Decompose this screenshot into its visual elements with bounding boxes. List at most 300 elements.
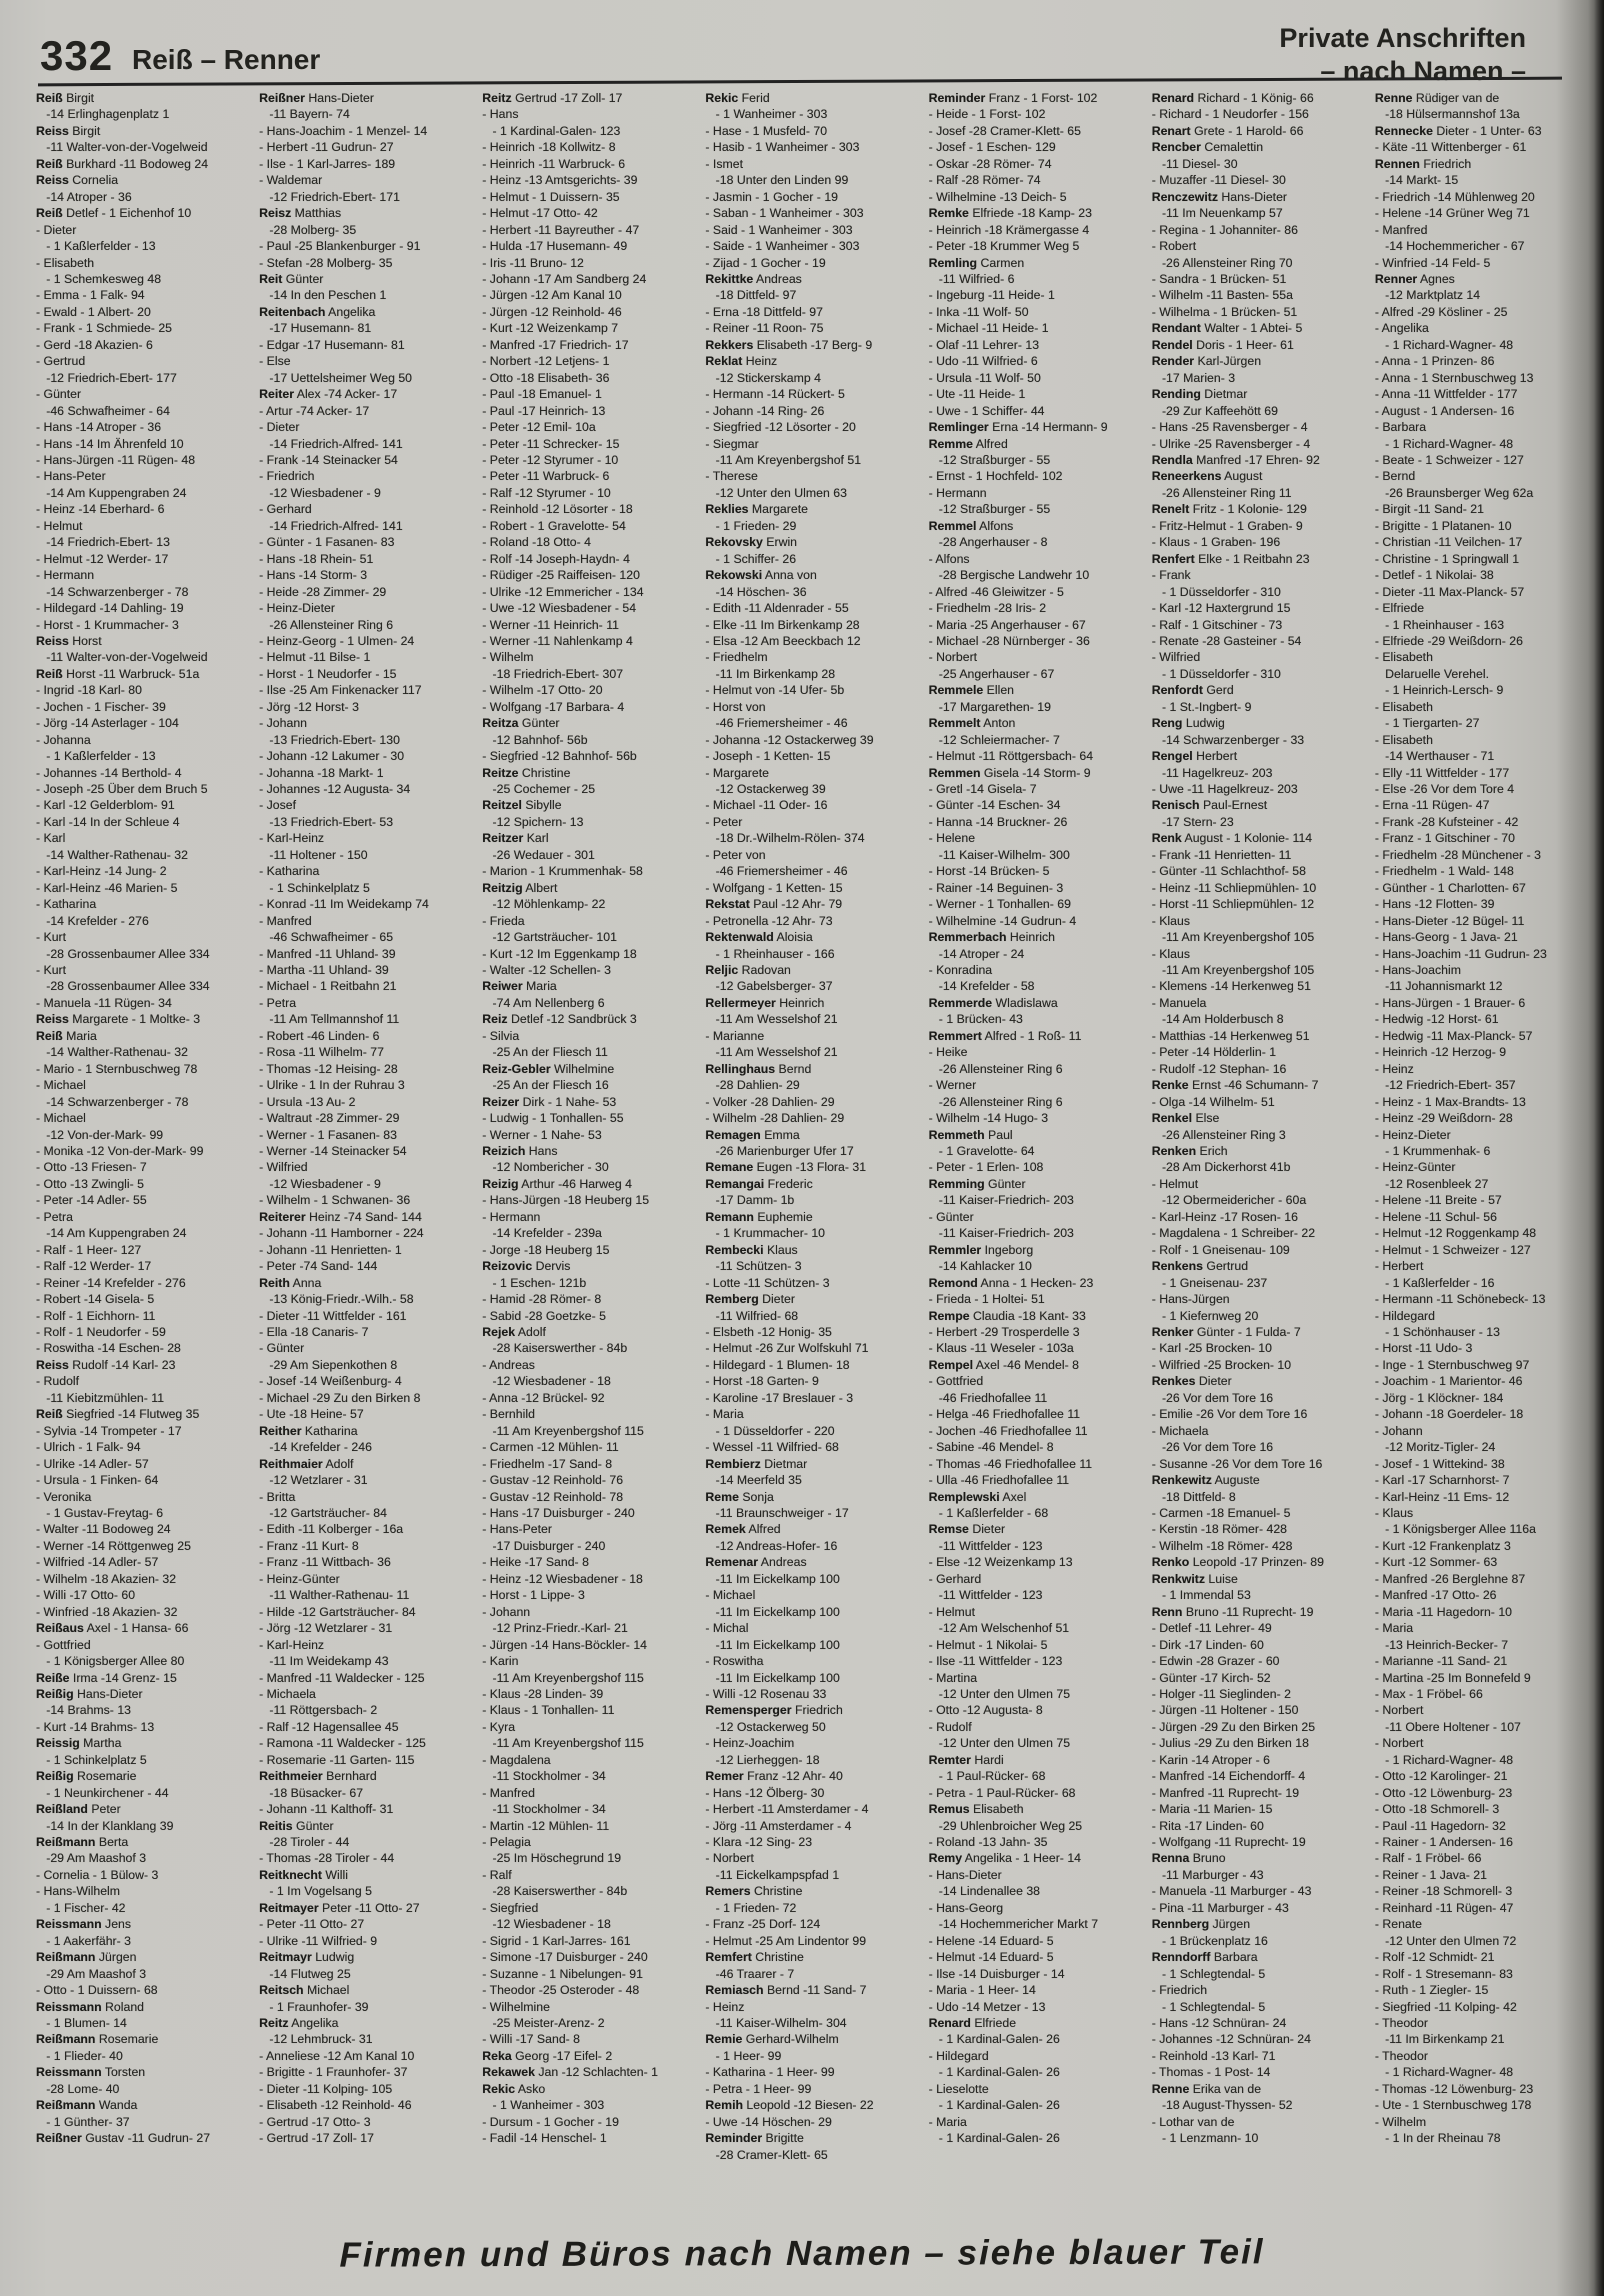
directory-line: -17 Damm- 1b (705, 1193, 795, 1208)
directory-line: Reka Georg -17 Eifel- 2 (482, 2048, 613, 2063)
directory-line: Remlinger Erna -14 Hermann- 9 (928, 420, 1108, 435)
directory-line: - 1 Königsberger Allee 80 (36, 1654, 185, 1669)
directory-line: - Siegfried (482, 1900, 539, 1915)
directory-line: - Kurt -12 Weizenkamp 7 (482, 321, 619, 336)
directory-line: Renko Leopold -17 Prinzen- 89 (1151, 1555, 1324, 1570)
directory-line: Rekic Asko (482, 2081, 546, 2096)
directory-line: - Herbert -11 Gudrun- 27 (259, 140, 394, 155)
directory-line: - Helmut -12 Werder- 17 (36, 551, 169, 566)
directory-line: - Günter -17 Kirch- 52 (1151, 1670, 1271, 1685)
directory-line: Remagen Emma (705, 1127, 800, 1142)
directory-line: Remmele Ellen (928, 683, 1015, 698)
directory-line: -11 Braunschweiger - 17 (705, 1505, 849, 1520)
directory-line: -12 Unter den Ulmen 72 (1374, 1933, 1517, 1948)
directory-line: - Jürgen -12 Am Kanal 10 (482, 288, 622, 303)
directory-line: - Sabine -46 Mendel- 8 (928, 1440, 1054, 1455)
directory-line: -11 Im Neuenkamp 57 (1151, 206, 1283, 221)
directory-line: - Dieter (259, 420, 300, 435)
directory-line: -11 Holtener - 150 (259, 847, 368, 862)
directory-line: - Jörg -11 Amsterdamer - 4 (705, 1818, 852, 1833)
directory-column (259, 90, 472, 2232)
directory-line: - Ralf -12 Hagensallee 45 (259, 1719, 399, 1734)
directory-line: - Dieter (36, 222, 77, 237)
directory-line: - Hermann (482, 1209, 541, 1224)
directory-line: -11 Im Weidekamp 43 (259, 1654, 389, 1669)
directory-line: - Petronella -12 Ahr- 73 (705, 913, 833, 928)
directory-line: - Said - 1 Wanheimer - 303 (705, 222, 853, 237)
directory-line: - Kurt (36, 930, 67, 945)
directory-line: -12 Friedrich-Ebert- 357 (1374, 1078, 1516, 1093)
directory-line: - Helene (928, 831, 976, 846)
directory-line: Reißner Hans-Dieter (259, 91, 374, 105)
directory-line: -14 Atroper - 36 (36, 189, 132, 204)
directory-line: Reitknecht Willi (259, 1867, 348, 1882)
directory-line: - Hans-Dieter -12 Bügel- 11 (1374, 913, 1525, 928)
directory-line: - Hans-Jürgen - 1 Brauer- 6 (1374, 995, 1526, 1010)
directory-line: Remberg Dieter (705, 1292, 795, 1307)
directory-line: - Maria -11 Marien- 15 (1151, 1802, 1273, 1817)
directory-line: - Detlef -11 Lehrer- 49 (1151, 1621, 1272, 1636)
directory-line: Rencber Cemalettin (1151, 140, 1264, 155)
directory-line: - Hilde -12 Gartsträucher- 84 (259, 1604, 416, 1619)
directory-line: - Frank -14 Steinacker 54 (259, 452, 398, 467)
directory-line: - Werner - 1 Fasanen- 83 (259, 1127, 397, 1142)
directory-line: - Ilse -25 Am Finkenacker 117 (259, 683, 422, 698)
directory-line: Remmert Alfred - 1 Roß- 11 (928, 1028, 1082, 1043)
directory-line: -14 Krefelder - 58 (928, 979, 1035, 994)
directory-line: -13 Friedrich-Ebert- 53 (259, 814, 394, 829)
directory-line: - Uwe -11 Hagelkreuz- 203 (1151, 782, 1298, 797)
directory-line: Reißig Hans-Dieter (36, 1686, 143, 1701)
directory-line: - Dieter -11 Max-Planck- 57 (1374, 584, 1525, 599)
directory-line: - Sandra - 1 Brücken- 51 (1151, 271, 1287, 286)
directory-line: - Zijad - 1 Gocher - 19 (705, 255, 826, 270)
directory-line: - 1 Kardinal-Galen- 123 (482, 123, 621, 138)
directory-line: -17 Husemann- 81 (259, 321, 372, 336)
directory-line: Reissmann Torsten (36, 2065, 146, 2080)
directory-line: - 1 Schlegtendal- 5 (1151, 1966, 1266, 1981)
directory-line: - Heinrich -18 Kollwitz- 8 (482, 140, 616, 155)
directory-line: - Herbert -29 Trosperdelle 3 (928, 1324, 1080, 1339)
directory-line: - Jörg - 1 Klöckner- 184 (1374, 1390, 1504, 1405)
directory-line: Reiß Siegfried -14 Flutweg 35 (36, 1407, 200, 1422)
directory-line: - Manfred -17 Friedrich- 17 (482, 337, 629, 352)
directory-line: - 1 Kaßlerfelder - 13 (36, 239, 156, 254)
directory-line: - Saban - 1 Wanheimer - 303 (705, 206, 864, 221)
directory-line: - Franz -11 Wittbach- 36 (259, 1555, 391, 1570)
directory-line: Renne Erika van de (1151, 2081, 1262, 2096)
directory-column (1375, 90, 1588, 2232)
directory-line: - Thomas -12 Löwenburg- 23 (1374, 2081, 1534, 2096)
directory-line: - Hans -12 Ölberg- 30 (705, 1785, 825, 1800)
directory-line: - Michael -11 Oder- 16 (705, 798, 828, 813)
directory-line: - Michal (705, 1621, 749, 1636)
directory-line: - Peter - 1 Erlen- 108 (928, 1160, 1044, 1175)
directory-line: Reitenbach Angelika (259, 304, 376, 319)
directory-line: -11 Im Birkenkamp 28 (705, 666, 836, 681)
directory-line: - Horst - 1 Neudorfer - 15 (259, 666, 397, 681)
directory-line: -46 Schwafheimer - 64 (36, 403, 170, 418)
directory-line: - Matthias -14 Herkenweg 51 (1151, 1028, 1310, 1043)
directory-line: - Robert - 1 Gravelotte- 54 (482, 518, 626, 533)
directory-line: - Lothar van de (1151, 2114, 1235, 2129)
directory-line: - 1 Krummacher- 10 (705, 1226, 826, 1241)
directory-line: -12 Nombericher - 30 (482, 1160, 609, 1175)
directory-line: - Johann -11 Henrietten- 1 (259, 1242, 402, 1257)
directory-line: - 1 Düsseldorfer - 220 (705, 1423, 835, 1438)
directory-line: Rekstat Paul -12 Ahr- 79 (705, 897, 843, 912)
directory-line: - Maria (1374, 1621, 1414, 1636)
directory-line: - Rudolf (36, 1374, 80, 1389)
directory-line: - Detlef - 1 Nikolai- 38 (1374, 568, 1494, 583)
directory-line: - Rudolf (928, 1719, 972, 1734)
directory-line: - Christine - 1 Springwall 1 (1374, 551, 1520, 566)
directory-line: - Elke -11 Im Birkenkamp 28 (705, 617, 860, 632)
directory-line: Renken Erich (1151, 1144, 1228, 1158)
directory-line: - Otto - 1 Duissern- 68 (36, 1983, 158, 1998)
directory-line: -11 Johannismarkt 12 (1374, 979, 1503, 994)
directory-line: - Helmut -11 Bilse- 1 (259, 650, 371, 665)
directory-line: - Heinrich -18 Krämergasse 4 (928, 222, 1090, 237)
directory-line: -46 Schwafheimer - 65 (259, 930, 394, 945)
directory-line: -11 Walther-Rathenau- 11 (259, 1588, 410, 1603)
directory-line: - Hermann (36, 568, 95, 583)
directory-line: Rembecki Klaus (705, 1242, 798, 1257)
directory-line: - 1 Kaßlerfelder - 13 (36, 749, 156, 764)
directory-line: - Helene -14 Eduard- 5 (928, 1933, 1054, 1948)
directory-line: -28 Am Dickerhorst 41b (1151, 1160, 1291, 1175)
directory-line: - Konrad -11 Im Weidekamp 74 (259, 897, 429, 912)
directory-line: - Peter -12 Styrumer - 10 (482, 452, 619, 467)
directory-line: -12 Friedrich-Ebert- 177 (36, 370, 177, 385)
directory-line: - Elfriede -29 Weißdorn- 26 (1374, 633, 1523, 648)
directory-line: - Ute -18 Heine- 57 (259, 1407, 364, 1422)
directory-line: -12 Wiesbadener - 9 (259, 1176, 381, 1191)
directory-line: -12 Bahnhof- 56b (482, 732, 588, 747)
directory-line: - Andreas (482, 1357, 535, 1372)
directory-line: - Katharina (36, 897, 97, 912)
directory-line: - Josef -28 Cramer-Klett- 65 (928, 123, 1081, 138)
directory-line: - Ernst - 1 Hochfeld- 102 (928, 469, 1063, 484)
directory-line: - Elly -11 Wittfelder - 177 (1374, 765, 1510, 780)
directory-line: - 1 Fischer- 42 (36, 1900, 126, 1915)
directory-line: - Ralf -12 Styrumer - 10 (482, 485, 611, 500)
directory-line: - Sylvia -14 Trompeter - 17 (36, 1423, 182, 1438)
directory-line: - 1 Tiergarten- 27 (1374, 716, 1480, 731)
directory-line: -46 Friemersheimer - 46 (705, 864, 848, 879)
directory-line: -12 Gartsträucher- 101 (482, 930, 617, 945)
directory-line: Reiß Horst -11 Warbruck- 51a (36, 666, 200, 681)
directory-line: -46 Friedhofallee 11 (928, 1390, 1048, 1405)
directory-line: - Waltraut -28 Zimmer- 29 (259, 1111, 400, 1126)
directory-line: - 1 Kardinal-Galen- 26 (928, 2032, 1060, 2047)
directory-line: Rekowski Anna von (705, 568, 817, 583)
directory-line: - Ramona -11 Waldecker - 125 (259, 1736, 426, 1751)
directory-line: -26 Allensteiner Ring 6 (928, 1061, 1063, 1076)
directory-line: - Heike -17 Sand- 8 (482, 1555, 589, 1570)
directory-line: -13 Friedrich-Ebert- 130 (259, 732, 400, 747)
directory-line: - Franz -11 Kurt- 8 (259, 1538, 359, 1553)
directory-line: - 1 Frieden- 29 (705, 518, 797, 533)
directory-line: -14 Brahms- 13 (36, 1703, 131, 1718)
directory-line: - Werner -14 Steinacker 54 (259, 1144, 407, 1158)
directory-line: - Horst -14 Brücken- 5 (928, 864, 1050, 879)
directory-line: Renne Rüdiger van de (1374, 91, 1500, 105)
directory-line: -11 Am Kreyenbergshof 51 (705, 452, 862, 467)
directory-line: -14 Schwarzenberger - 78 (36, 1094, 189, 1109)
directory-line: - Hans-Jürgen -11 Rügen- 48 (36, 452, 196, 467)
directory-line: - Marion - 1 Krummenhak- 58 (482, 864, 643, 879)
directory-line: -11 Am Kreyenbergshof 115 (482, 1423, 644, 1438)
directory-line: - Werner -11 Nahlenkamp 4 (482, 633, 633, 648)
directory-line: -26 Allensteiner Ring 70 (1151, 255, 1293, 270)
directory-line: -25 An der Fliesch 11 (482, 1045, 608, 1060)
directory-line: - Gertrud (36, 354, 86, 369)
directory-line: - Rosa -11 Wilhelm- 77 (259, 1045, 384, 1060)
directory-line: - Hildegard (928, 2048, 989, 2063)
directory-line: - Iris -11 Bruno- 12 (482, 255, 584, 270)
directory-line: - Josef (259, 798, 297, 813)
directory-line: - Johann -18 Goerdeler- 18 (1374, 1407, 1524, 1422)
directory-line: - 1 Kaßlerfelder - 16 (1374, 1275, 1495, 1290)
directory-line: -25 Meister-Arenz- 2 (482, 2016, 605, 2031)
directory-line: - Johann -12 Lakumer - 30 (259, 749, 405, 764)
directory-line: - 1 Brückenplatz 16 (1151, 1933, 1268, 1948)
directory-line: -11 Im Eickelkamp 100 (705, 1571, 840, 1586)
directory-line: - Werner - 1 Nahe- 53 (482, 1127, 602, 1142)
directory-line: - Inka -11 Wolf- 50 (928, 304, 1029, 319)
directory-line: - Wilhelmine -14 Gudrun- 4 (928, 913, 1077, 928)
directory-line: - Ute -11 Heide- 1 (928, 387, 1026, 402)
directory-line: - Manfred -26 Berglehne 87 (1374, 1571, 1526, 1586)
directory-line: -14 Walther-Rathenau- 32 (36, 1045, 188, 1060)
directory-line: - Wilfried -14 Adler- 57 (36, 1555, 159, 1570)
directory-line: - Elisabeth (36, 255, 95, 270)
directory-line: Remmen Gisela -14 Storm- 9 (928, 765, 1091, 780)
directory-line: Rellinghaus Bernd (705, 1061, 812, 1076)
directory-line: -29 Am Maashof 3 (36, 1851, 147, 1866)
directory-line: - 1 Schemkesweg 48 (36, 271, 162, 286)
directory-line: - Hans-Peter (36, 469, 106, 484)
directory-line: - Gerhard (259, 502, 312, 517)
directory-line: -11 Am Kreyenbergshof 115 (482, 1670, 644, 1685)
directory-line: Renkewitz Auguste (1151, 1473, 1260, 1488)
directory-line: - Winfried -14 Feld- 5 (1374, 255, 1491, 270)
directory-line: - 1 Schinkelplatz 5 (36, 1752, 147, 1767)
directory-line: - Josef - 1 Wittekind- 38 (1374, 1456, 1505, 1471)
directory-line: - Udo -11 Wilfried- 6 (928, 354, 1038, 369)
directory-line: - Ursula -11 Wolf- 50 (928, 370, 1041, 385)
directory-line: - Heinz -11 Schliepmühlen- 10 (1151, 880, 1317, 895)
directory-line: - Paul -11 Hagedorn- 32 (1374, 1818, 1506, 1833)
directory-line: -14 Hochemmericher Markt 7 (928, 1917, 1099, 1932)
directory-line: -17 Duisburger - 240 (482, 1538, 606, 1553)
directory-line: Reithmeier Bernhard (259, 1769, 377, 1784)
directory-line: -12 Straßburger - 55 (928, 502, 1051, 517)
directory-line: - Friedrich (1151, 1983, 1208, 1998)
directory-line: - Helmut (1151, 1176, 1199, 1191)
directory-line: - Roland -18 Otto- 4 (482, 535, 591, 550)
directory-line: - Jürgen -29 Zu den Birken 25 (1151, 1719, 1316, 1734)
directory-line: - Helmut (928, 1604, 976, 1619)
directory-line: Reithmaier Adolf (259, 1456, 354, 1471)
directory-line: Reiß Maria (36, 1028, 97, 1043)
directory-line: - Uwe -14 Höschen- 29 (705, 2114, 832, 2129)
directory-line: Reitze Christine (482, 765, 571, 780)
directory-line: - Jorge -18 Heuberg 15 (482, 1242, 610, 1257)
directory-line: - Karl -14 In der Schleue 4 (36, 814, 180, 829)
directory-line: -18 Hülsermannshof 13a (1374, 107, 1520, 122)
directory-line: -11 Kaiser-Wilhelm- 304 (705, 2016, 847, 2031)
directory-line: - Ludwig - 1 Tonhallen- 55 (482, 1111, 624, 1126)
directory-line: - Karin -14 Atroper - 6 (1151, 1752, 1270, 1767)
directory-line: - 1 Im Vogelsang 5 (259, 1884, 372, 1899)
directory-line: - Ulrike - 1 In der Ruhrau 3 (259, 1078, 405, 1093)
directory-line: - Horst - 1 Krummacher- 3 (36, 617, 179, 632)
directory-line: Remming Günter (928, 1176, 1026, 1191)
directory-line: -12 Marktplatz 14 (1374, 288, 1481, 303)
directory-line: -25 Angerhauser - 67 (928, 666, 1055, 681)
directory-line: - 1 Gustav-Freytag- 6 (36, 1505, 164, 1520)
directory-line: - Manuela -11 Rügen- 34 (36, 995, 172, 1010)
directory-line: - Ilse -14 Duisburger - 14 (928, 1966, 1065, 1981)
directory-line: - Jörg -14 Asterlager - 104 (36, 716, 179, 731)
directory-line: -28 Bergische Landwehr 10 (928, 568, 1090, 583)
directory-line: - Wilhelm -18 Akazien- 32 (36, 1571, 177, 1586)
directory-line: -12 Unter den Ulmen 63 (705, 485, 847, 500)
directory-line: - Thomas - 1 Post- 14 (1151, 2065, 1271, 2080)
directory-line: - Reinhold -12 Lösorter - 18 (482, 502, 633, 517)
directory-line: - Johannes -12 Augusta- 34 (259, 782, 411, 797)
directory-line: - Manfred -11 Waldecker - 125 (259, 1670, 425, 1685)
directory-line: - Johann (259, 716, 307, 731)
directory-line: Renkel Else (1151, 1111, 1220, 1126)
directory-line: - Hulda -17 Husemann- 49 (482, 239, 628, 254)
directory-line: - Heinz -13 Amtsgerichts- 39 (482, 173, 638, 188)
directory-line: - Kurt -12 Sommer- 63 (1374, 1555, 1498, 1570)
directory-line: - Peter von (705, 847, 766, 862)
directory-line: - Kurt (36, 963, 67, 978)
directory-line: Reiss Horst (36, 633, 102, 648)
directory-line: - 1 Düsseldorfer - 310 (1151, 666, 1281, 681)
directory-line: Rending Dietmar (1151, 387, 1248, 402)
directory-line: - Karl-Heinz (259, 1637, 325, 1652)
directory-line: - Petra - 1 Paul-Rücker- 68 (928, 1785, 1076, 1800)
directory-line: Remane Eugen -13 Flora- 31 (705, 1160, 867, 1175)
directory-line: - Gertrud -17 Otto- 3 (259, 2114, 371, 2129)
directory-line: Reng Ludwig (1151, 716, 1225, 731)
directory-line: - 1 In der Rheinau 78 (1374, 2131, 1501, 2146)
directory-line: - 1 Frieden- 72 (705, 1900, 797, 1915)
directory-line: - Manfred (259, 913, 312, 928)
directory-line: - Rolf -12 Schmidt- 21 (1374, 1950, 1495, 1965)
directory-line: -14 Hochemmericher - 67 (1374, 239, 1525, 254)
directory-line: - Elsa -12 Am Beeckbach 12 (705, 633, 861, 648)
directory-line: -28 Grossenbaumer Allee 334 (36, 979, 210, 994)
directory-line: - Anna -11 Wittfelder - 177 (1374, 387, 1518, 402)
directory-line: Delaruelle Verehel. (1374, 666, 1489, 681)
directory-line: - Mario - 1 Sternbuschweg 78 (36, 1061, 198, 1076)
directory-line: - Helmut - 1 Schweizer - 127 (1374, 1242, 1531, 1257)
directory-line: - Karin (482, 1654, 519, 1669)
directory-line: - Frieda (482, 913, 525, 928)
directory-line: - Jörg -12 Wetzlarer - 31 (259, 1621, 393, 1636)
directory-line: -12 Wetzlarer - 31 (259, 1473, 368, 1488)
directory-line: - Klara -12 Sing- 23 (705, 1835, 813, 1850)
directory-line: - Hans-Jürgen -18 Heuberg 15 (482, 1193, 650, 1208)
directory-line: Remmeth Paul (928, 1127, 1013, 1142)
directory-line: - Ruth - 1 Ziegler- 15 (1374, 1983, 1489, 1998)
directory-line: - 1 Brücken- 43 (928, 1012, 1023, 1027)
directory-line: - 1 Rheinhauser - 163 (1374, 617, 1505, 632)
directory-line: - Heinz -14 Eberhard- 6 (36, 502, 165, 517)
directory-line: - Regina - 1 Johanniter- 86 (1151, 222, 1298, 237)
directory-line: - Friedhelm - 1 Wald- 148 (1374, 864, 1514, 879)
directory-line: - Wilhelm (1374, 2114, 1427, 2129)
directory-line: - Helmut (36, 518, 83, 533)
page-title: Reiß – Renner (132, 44, 321, 75)
directory-line: Reit Günter (259, 271, 324, 286)
directory-line: - Else (259, 354, 291, 369)
directory-line: - 1 St.-Ingbert- 9 (1151, 699, 1252, 714)
directory-line: Rembierz Dietmar (705, 1456, 808, 1471)
directory-line: Reitz Angelika (259, 2016, 339, 2031)
directory-line: -11 Hagelkreuz- 203 (1151, 765, 1273, 780)
directory-line: - Ilse -11 Wittfelder - 123 (928, 1654, 1063, 1669)
directory-line: - Hanna -14 Bruckner- 26 (928, 814, 1068, 829)
directory-line: - 1 Blumen- 14 (36, 2016, 127, 2031)
directory-line: Reminder Brigitte (705, 2131, 804, 2146)
directory-line: Rendel Doris - 1 Heer- 61 (1151, 337, 1294, 352)
directory-line: - Herbert -11 Bayreuther - 47 (482, 222, 640, 237)
directory-line: - Wilhelmine (482, 1999, 550, 2014)
directory-line: Rempel Axel -46 Mendel- 8 (928, 1357, 1079, 1372)
directory-line: Reiß Birgit (36, 91, 95, 105)
directory-line: -12 Obermeidericher - 60a (1151, 1193, 1307, 1208)
directory-line: Remmerbach Heinrich (928, 930, 1056, 945)
directory-line: - Hans -12 Flotten- 39 (1374, 897, 1495, 912)
directory-line: - 1 Aakerfähr- 3 (36, 1933, 132, 1948)
directory-line: Renke Ernst -46 Schumann- 7 (1151, 1078, 1319, 1093)
directory-line: - Rainer -14 Beguinen- 3 (928, 880, 1064, 895)
directory-line: Reitzer Karl (482, 831, 549, 846)
directory-line: - Thomas -12 Heising- 28 (259, 1061, 398, 1076)
directory-line: - Hildegard - 1 Blumen- 18 (705, 1357, 850, 1372)
directory-line: -18 Dittfeld- 97 (705, 288, 797, 303)
directory-line: -11 Eickelkampspfad 1 (705, 1867, 840, 1882)
directory-line: -11 Kaiser-Friedrich- 203 (928, 1193, 1074, 1208)
directory-line: -12 Andreas-Hofer- 16 (705, 1538, 838, 1553)
directory-line: - Rolf - 1 Neudorfer - 59 (36, 1324, 166, 1339)
directory-line: - Hermann (928, 485, 987, 500)
directory-line: -14 In der Klanklang 39 (36, 1818, 174, 1833)
directory-line: - Frank -28 Kufsteiner - 42 (1374, 814, 1519, 829)
directory-line: -26 Marienburger Ufer 17 (705, 1144, 854, 1158)
directory-line: - Wolfgang - 1 Ketten- 15 (705, 880, 843, 895)
directory-line: Remek Alfred (705, 1522, 781, 1537)
directory-line: Rennecke Dieter - 1 Unter- 63 (1374, 123, 1542, 138)
page-header (0, 14, 1604, 86)
directory-line: - Helene -11 Schul- 56 (1374, 1209, 1497, 1224)
directory-line: - Karl -12 Haxtergrund 15 (1151, 601, 1291, 616)
directory-line: - Wolfgang -17 Barbara- 4 (482, 699, 625, 714)
directory-line: -26 Allensteiner Ring 3 (1151, 1127, 1286, 1142)
directory-line: Remke Elfriede -18 Kamp- 23 (928, 206, 1092, 221)
directory-line: - Wilhelma - 1 Brücken- 51 (1151, 304, 1298, 319)
directory-line: Renard Richard - 1 König- 66 (1151, 91, 1314, 105)
directory-line: - Karl -12 Gelderblom- 91 (36, 798, 175, 813)
directory-line: - Reinhard -11 Rügen- 47 (1374, 1900, 1514, 1915)
